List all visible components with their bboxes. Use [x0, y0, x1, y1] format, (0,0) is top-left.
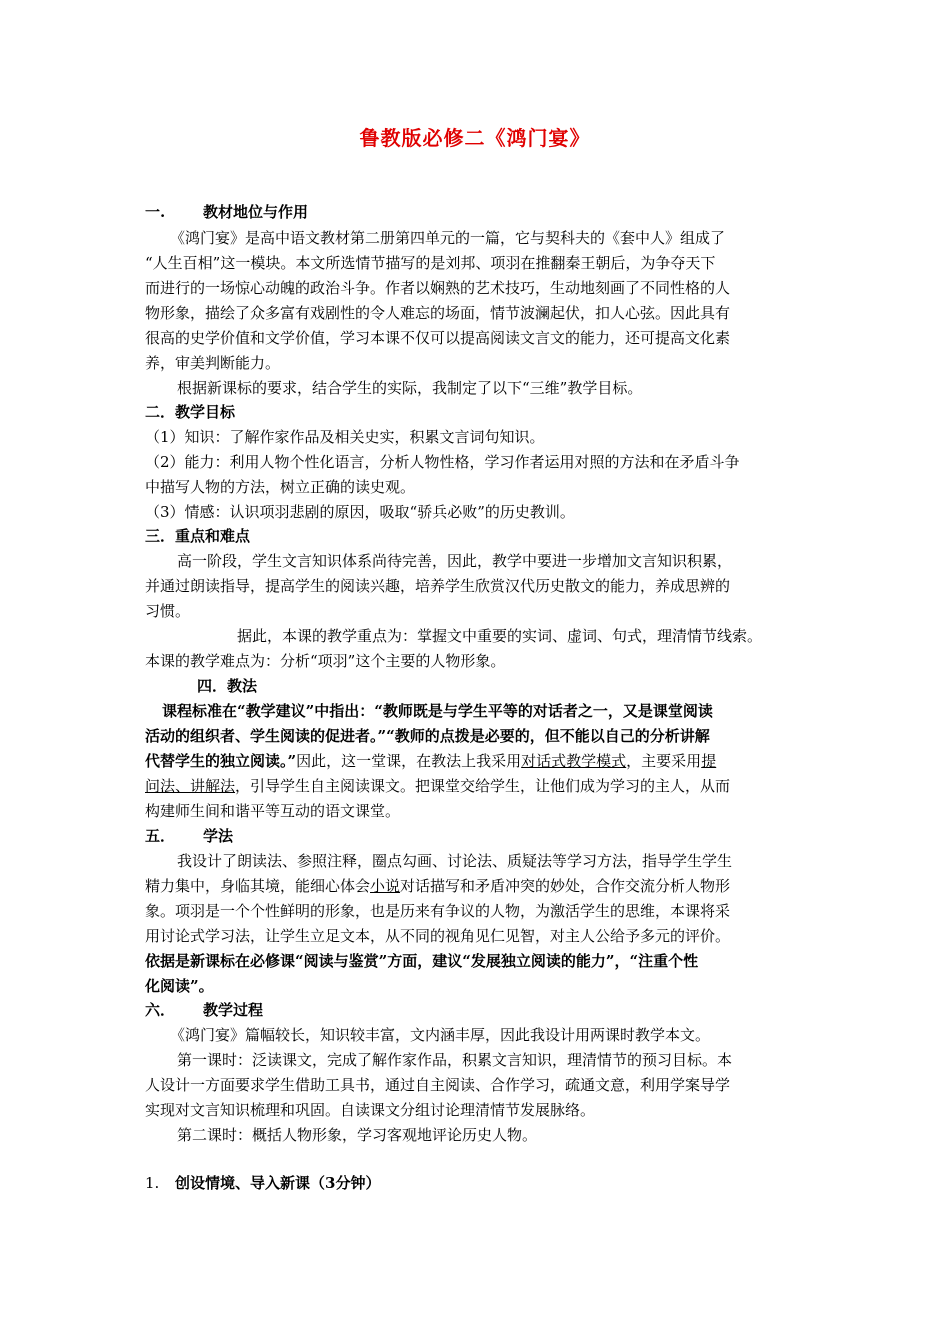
- text-run: 精力集中，身临其境，能细心体会: [145, 877, 371, 895]
- step-1-title: 创设情境、导入新课（3分钟）: [175, 1174, 381, 1192]
- section-5-number: 五．: [145, 827, 176, 845]
- section-3-line: 高一阶段，学生文言知识体系尚待完善，因此，教学中要进一步增加文言知识积累，: [177, 552, 733, 570]
- section-5-line: 我设计了朗读法、参照注释，圈点勾画、讨论法、质疑法等学习方法，指导学生学生: [177, 852, 733, 870]
- step-1-heading: [145, 1173, 380, 1193]
- goal-ability: （2）能力：利用人物个性化语言，分析人物性格，学习作者运用对照的方法和在矛盾斗争: [145, 453, 740, 471]
- quote-end: 代替学生的独立阅读。”: [145, 752, 297, 770]
- section-4-line: 构建师生间和谐平等互动的语文课堂。: [145, 802, 401, 820]
- section-1-heading: [145, 202, 308, 222]
- section-6-line: 第二课时：概括人物形象，学习客观地评论历史人物。: [177, 1126, 538, 1144]
- section-5-title: 学法: [203, 827, 234, 845]
- text-run: ，引导学生自主阅读课文。把课堂交给学生，让他们成为学习的主人，从而: [235, 777, 731, 795]
- section-1-line: 物形象，描绘了众多富有戏剧性的令人难忘的场面，情节波澜起伏，扣人心弦。因此具有: [145, 304, 731, 322]
- section-3-line: 并通过朗读指导，提高学生的阅读兴趣，培养学生欣赏汉代历史散文的能力，养成思辨的: [145, 577, 731, 595]
- section-1-line: 很高的史学价值和文学价值，学习本课不仅可以提高阅读文言文的能力，还可提高文化素: [145, 329, 731, 347]
- goal-knowledge: （1）知识：了解作家作品及相关史实，积累文言词句知识。: [145, 428, 545, 446]
- section-6-line: 第一课时：泛读课文，完成了解作家作品，积累文言知识，理清情节的预习目标。本: [177, 1051, 733, 1069]
- section-5-line: 用讨论式学习法，让学生立足文本，从不同的视角见仁见智，对主人公给予多元的评价。: [145, 927, 731, 945]
- section-2-heading: 二．教学目标: [145, 403, 236, 421]
- section-6-line: 人设计一方面要求学生借助工具书，通过自主阅读、合作学习，疏通文意，利用学案导学: [145, 1076, 731, 1094]
- goal-emotion: （3）情感：认识项羽悲剧的原因，吸取“骄兵必败”的历史教训。: [145, 503, 575, 521]
- section-5-line-mixed: [145, 876, 730, 896]
- section-1-line: “人生百相”这一模块。本文所选情节描写的是刘邦、项羽在推翻秦王朝后，为争夺天下: [145, 254, 716, 272]
- underlined-term: 提: [701, 752, 717, 770]
- section-1-line: 养，审美判断能力。: [145, 354, 281, 372]
- text-run: ，主要采用: [626, 752, 702, 770]
- underlined-term: 对话式教学模式: [521, 752, 627, 770]
- section-3-line: 习惯。: [145, 602, 191, 620]
- section-5-line: 依据是新课标在必修课“阅读与鉴赏”方面，建议“发展独立阅读的能力”，“注重个性: [145, 952, 699, 970]
- section-3-key-points: 据此，本课的教学重点为：掌握文中重要的实词、虚词、句式，理清情节线索。: [237, 627, 763, 645]
- section-1-line: 而进行的一场惊心动魄的政治斗争。作者以娴熟的艺术技巧，生动地刻画了不同性格的人: [145, 279, 731, 297]
- underlined-term: 问法、讲解法: [145, 777, 236, 795]
- section-4-line-mixed: [145, 776, 730, 796]
- section-5-line: 象。项羽是一个个性鲜明的形象，也是历来有争议的人物，为激活学生的思维，本课将采: [145, 902, 731, 920]
- section-3-difficulty: 本课的教学难点为：分析“项羽”这个主要的人物形象。: [145, 652, 506, 670]
- underlined-term: 小说: [370, 877, 401, 895]
- step-1-number: 1.: [145, 1174, 160, 1192]
- section-3-heading: 三．重点和难点: [145, 527, 251, 545]
- document-title: 鲁教版必修二《鸿门宴》: [359, 126, 591, 150]
- section-1-paragraph-2: 根据新课标的要求，结合学生的实际，我制定了以下“三维”教学目标。: [177, 379, 643, 397]
- section-4-line: 活动的组织者、学生阅读的促进者。”“教师的点拨是必要的，但不能以自己的分析讲解: [145, 727, 710, 745]
- section-1-title: 教材地位与作用: [203, 203, 309, 221]
- section-4-line: 课程标准在“教学建议”中指出：“教师既是与学生平等的对话者之一，又是课堂阅读: [162, 702, 713, 720]
- section-6-line: 实现对文言知识梳理和巩固。自读课文分组讨论理清情节发展脉络。: [145, 1101, 596, 1119]
- text-run: 对话描写和矛盾冲突的妙处，合作交流分析人物形: [400, 877, 731, 895]
- section-1-line: 《鸿门宴》是高中语文教材第二册第四单元的一篇，它与契科夫的《套中人》组成了: [170, 229, 726, 247]
- goal-ability-cont: 中描写人物的方法，树立正确的读史观。: [145, 478, 416, 496]
- section-4-heading: 四．教法: [197, 677, 258, 695]
- section-6-line: 《鸿门宴》篇幅较长，知识较丰富，文内涵丰厚，因此我设计用两课时教学本文。: [170, 1026, 711, 1044]
- section-6-number: 六．: [145, 1001, 176, 1019]
- section-4-line-mixed: [145, 751, 716, 771]
- section-5-heading: [145, 826, 233, 846]
- text-run: 因此，这一堂课，在教法上我采用: [296, 752, 522, 770]
- section-5-line: 化阅读”。: [145, 977, 214, 995]
- section-6-heading: [145, 1000, 263, 1020]
- section-6-title: 教学过程: [203, 1001, 264, 1019]
- section-1-number: 一.: [145, 203, 166, 221]
